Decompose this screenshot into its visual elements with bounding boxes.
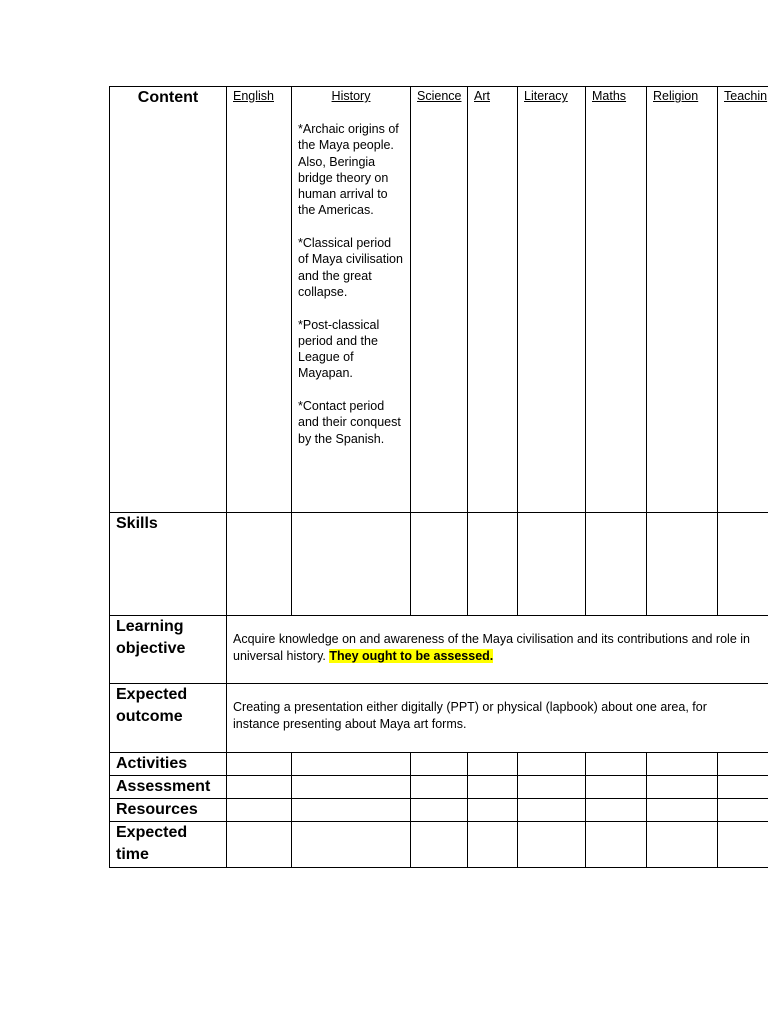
table-cell <box>586 776 647 799</box>
expected-outcome-line: instance presenting about Maya art forms. <box>233 716 467 731</box>
teaching-cell <box>718 87 768 513</box>
literacy-cell <box>518 87 586 513</box>
expected-time-row <box>110 822 768 868</box>
col-head-maths: Maths <box>592 89 627 103</box>
expected-outcome-row <box>110 684 768 753</box>
col-head-science: Science <box>417 89 462 103</box>
table-cell <box>227 753 292 776</box>
maths-cell <box>586 87 647 513</box>
row-head-expected-time: Expected time <box>110 822 227 868</box>
resources-row <box>110 799 768 822</box>
table-cell <box>586 822 647 868</box>
table-cell <box>468 822 518 868</box>
table-cell <box>718 753 768 776</box>
art-cell <box>468 87 518 513</box>
row-head-activities: Activities <box>110 753 227 776</box>
religion-cell <box>647 87 718 513</box>
learning-objective-plain: universal history. <box>233 648 326 663</box>
row-head-content: Content <box>110 87 227 513</box>
table-cell <box>718 513 768 616</box>
activities-row <box>110 753 768 776</box>
table-cell <box>468 799 518 822</box>
table-cell <box>227 799 292 822</box>
table-cell <box>227 822 292 868</box>
table-cell <box>518 822 586 868</box>
table-cell <box>518 776 586 799</box>
table-cell <box>292 822 411 868</box>
table-cell <box>718 799 768 822</box>
row-head-assessment: Assessment <box>110 776 227 799</box>
table-cell <box>647 822 718 868</box>
table-cell <box>468 753 518 776</box>
table-cell <box>292 753 411 776</box>
expected-outcome-line: Creating a presentation either digitally (PPT) or physical (lapbook) about one area, for <box>233 700 707 714</box>
table-cell <box>518 799 586 822</box>
col-head-art: Art <box>474 89 490 103</box>
content-row <box>110 87 768 513</box>
learning-objective-cell <box>227 616 768 684</box>
col-head-english: English <box>233 89 274 103</box>
expected-outcome-text <box>227 684 768 732</box>
learning-objective-line <box>233 648 768 665</box>
skills-row <box>110 513 768 616</box>
row-head-resources: Resources <box>110 799 227 822</box>
table-cell <box>411 822 468 868</box>
table-cell <box>718 822 768 868</box>
learning-objective-row <box>110 616 768 684</box>
history-note: *Contact period and their conquest by the Spanish. <box>298 399 401 446</box>
table-cell <box>292 776 411 799</box>
table-cell <box>468 513 518 616</box>
table-cell <box>647 513 718 616</box>
assessment-highlight: They ought to be assessed. <box>329 648 494 663</box>
table-cell <box>647 799 718 822</box>
table-cell <box>647 776 718 799</box>
table-cell <box>411 753 468 776</box>
assessment-row <box>110 776 768 799</box>
col-head-history: History <box>331 89 371 103</box>
table-cell <box>292 513 411 616</box>
table-cell <box>718 776 768 799</box>
table-cell <box>586 513 647 616</box>
col-head-teaching: Teachin <box>724 89 768 103</box>
science-cell <box>411 87 468 513</box>
learning-objective-line: Acquire knowledge on and awareness of the Maya civilisation and its contributions and role in <box>233 632 750 646</box>
history-cell <box>292 87 411 513</box>
table-cell <box>227 513 292 616</box>
row-head-skills: Skills <box>110 513 227 616</box>
history-note: *Post-classical period and the League of Mayapan. <box>298 317 380 381</box>
history-note: *Classical period of Maya civilisation and the great collapse. <box>298 236 403 299</box>
table-cell <box>227 776 292 799</box>
table-cell <box>292 799 411 822</box>
history-note: *Archaic origins of the Maya people. Also, Beringia bridge theory on human arrival to the Americas. <box>298 122 399 218</box>
row-head-learning-objective: Learning objective <box>110 616 227 684</box>
table-cell <box>647 753 718 776</box>
row-head-expected-outcome: Expected outcome <box>110 684 227 753</box>
learning-objective-text <box>227 616 768 664</box>
table-cell <box>518 513 586 616</box>
expected-outcome-cell <box>227 684 768 753</box>
table-cell <box>411 513 468 616</box>
table-cell <box>586 753 647 776</box>
table-cell <box>468 776 518 799</box>
col-head-religion: Religion <box>653 89 699 103</box>
history-notes <box>292 105 410 447</box>
lesson-plan-table <box>109 86 768 868</box>
table-cell <box>518 753 586 776</box>
table-cell <box>586 799 647 822</box>
english-cell <box>227 87 292 513</box>
table-cell <box>411 799 468 822</box>
table-cell <box>411 776 468 799</box>
col-head-literacy: Literacy <box>524 89 568 103</box>
